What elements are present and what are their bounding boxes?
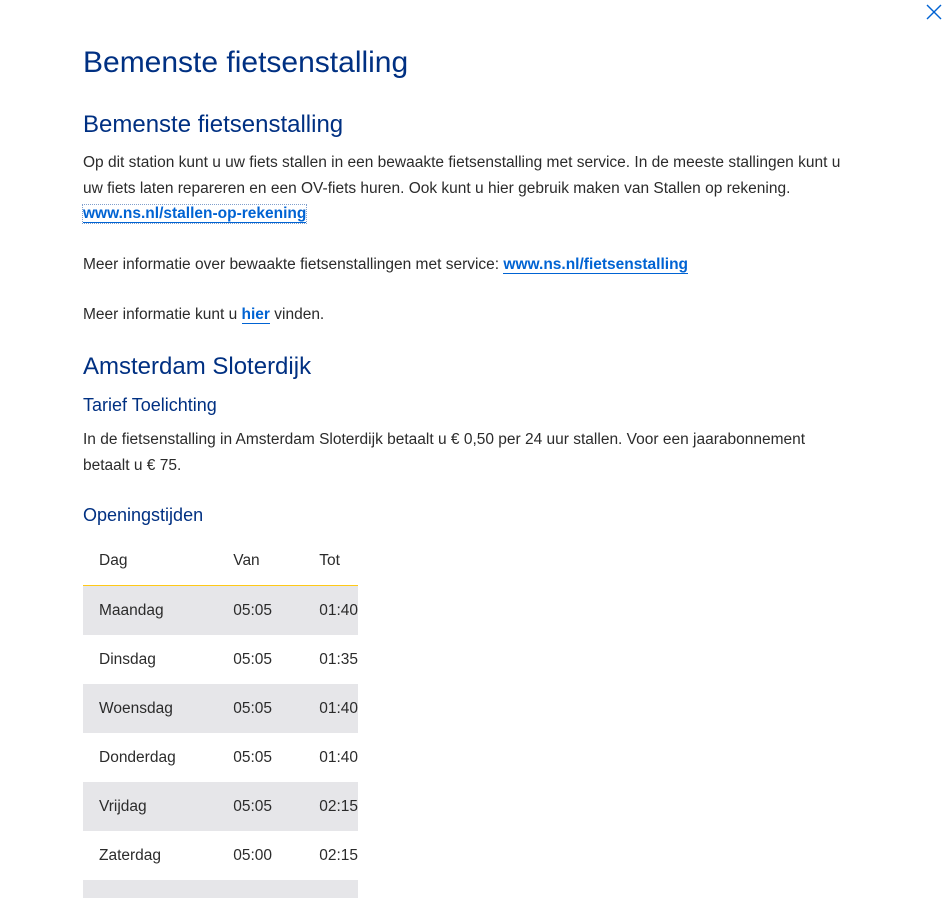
from-cell: 05:05 [217, 586, 303, 636]
find-text-after: vinden. [269, 306, 325, 323]
close-icon [924, 2, 944, 22]
from-cell: 05:05 [233, 650, 273, 668]
find-text-before: Meer informatie kunt u [83, 306, 242, 323]
fietsenstalling-link[interactable]: www.ns.nl/fietsenstalling [503, 256, 689, 273]
header-day: Dag [83, 537, 217, 586]
day-cell: Dinsdag [99, 650, 156, 668]
table-row-partial [83, 880, 358, 898]
table-row [83, 831, 358, 880]
opening-hours-table [83, 537, 358, 898]
header-from: Van [217, 537, 303, 586]
to-cell: 02:15 [303, 782, 358, 831]
hier-link[interactable]: hier [241, 306, 270, 323]
to-cell: 01:40 [303, 586, 358, 636]
page-title: Bemenste fietsenstalling [83, 46, 409, 79]
from-cell: 05:05 [233, 748, 273, 766]
table-row [83, 586, 358, 636]
section-heading: Bemenste fietsenstalling [83, 111, 344, 138]
day-cell: Zaterdag [99, 846, 162, 864]
table-header-row [83, 537, 358, 586]
to-cell: 02:15 [319, 846, 358, 864]
table-row [83, 733, 358, 782]
table-row [83, 782, 358, 831]
table-row [83, 684, 358, 733]
to-cell: 01:40 [303, 684, 358, 733]
hours-heading: Openingstijden [83, 505, 204, 525]
day-cell: Maandag [83, 586, 217, 636]
from-cell: 05:00 [233, 846, 273, 864]
intro-paragraph [83, 150, 843, 227]
find-info-paragraph [83, 302, 843, 328]
close-button[interactable] [924, 2, 944, 22]
day-cell: Donderdag [99, 748, 176, 766]
to-cell: 01:35 [319, 650, 358, 668]
tariff-paragraph: In de fietsenstalling in Amsterdam Sloterdijk betaalt u € 0,50 per 24 uur stallen. Voor een jaarabonnement betaalt u € 75. [83, 431, 806, 474]
table-row [83, 635, 358, 684]
more-info-text: Meer informatie over bewaakte fietsenstallingen met service: [83, 256, 504, 273]
day-cell: Woensdag [83, 684, 217, 733]
header-to: Tot [303, 537, 358, 586]
stallen-op-rekening-link[interactable]: www.ns.nl/stallen-op-rekening [83, 205, 307, 222]
more-info-paragraph [83, 252, 843, 278]
day-cell: Vrijdag [83, 782, 217, 831]
to-cell: 01:40 [319, 748, 358, 766]
intro-text: Op dit station kunt u uw fiets stallen in een bewaakte fietsenstalling met service. In de meeste stallingen kunt u uw fiets laten repareren en een OV-fiets huren. Ook kunt u hier gebruik maken van Stallen op rekening. [83, 154, 841, 197]
from-cell: 05:05 [217, 684, 303, 733]
station-heading: Amsterdam Sloterdijk [83, 353, 312, 380]
from-cell: 05:05 [217, 782, 303, 831]
tariff-heading: Tarief Toelichting [83, 395, 217, 415]
